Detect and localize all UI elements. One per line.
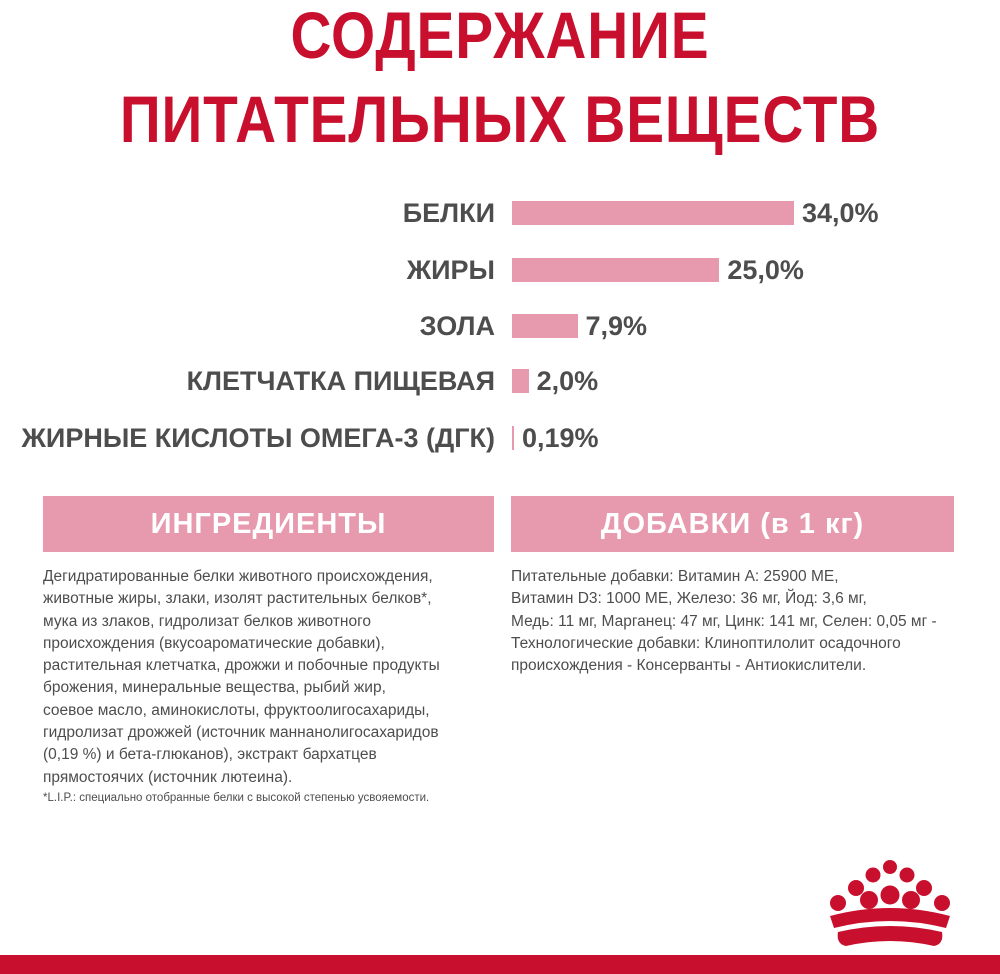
- crown-logo-icon: [820, 858, 960, 948]
- nutrient-value: 7,9%: [585, 311, 648, 341]
- ingredients-footnote: *L.I.P.: специально отобранные белки с высокой степенью усвояемости.: [43, 792, 430, 804]
- nutrient-label: БЕЛКИ: [402, 198, 495, 228]
- nutrient-value: 34,0%: [802, 198, 879, 228]
- additives-header: ДОБАВКИ (в 1 кг): [511, 496, 954, 552]
- title-line-2: ПИТАТЕЛЬНЫХ ВЕЩЕСТВ: [119, 82, 881, 156]
- title-line-1: СОДЕРЖАНИЕ: [290, 0, 710, 72]
- nutrient-label: КЛЕТЧАТКА ПИЩЕВАЯ: [186, 366, 495, 396]
- ingredients-text: Дегидратированные белки животного происхождения, животные жиры, злаки, изолят растительных белков*, мука из злаков, гидролизат белков животного происхождения (вкусоароматические добавки), растительная клетчатка, дрожжи и побочные продукты брожения, минеральные вещества, рыбий жир, соевое масло, аминокислоты, фруктоолигосахариды, гидролизат дрожжей (источник маннанолигосахаридов (0,19 %) и бета-глюканов), экстракт бархатцев прямостоячих (источник лютеина).: [43, 568, 440, 786]
- nutrient-bar: [512, 426, 514, 450]
- ingredients-header: ИНГРЕДИЕНТЫ: [43, 496, 494, 552]
- bottom-brand-bar: [0, 955, 1000, 974]
- nutrient-bar: [512, 258, 719, 282]
- nutrient-bar: [512, 314, 578, 338]
- nutrient-label: ЗОЛА: [419, 311, 495, 341]
- nutrient-value: 25,0%: [727, 255, 804, 285]
- nutrient-label: ЖИРНЫЕ КИСЛОТЫ ОМЕГА-3 (ДГК): [21, 423, 495, 453]
- nutrient-value: 2,0%: [536, 366, 599, 396]
- nutrient-label: ЖИРЫ: [406, 255, 495, 285]
- nutrient-bar: [512, 201, 794, 225]
- additives-text: Питательные добавки: Витамин А: 25900 МЕ, Витамин D3: 1000 МЕ, Железо: 36 мг, Йод: 3,6 мг, Медь: 11 мг, Марганец: 47 мг, Цинк: 141 мг, Селен: 0,05 мг - Технологические добавки: Клиноптилолит осадочного происхождения - Консерванты - Антиокислители.: [511, 568, 937, 675]
- nutrient-value: 0,19%: [522, 423, 599, 453]
- nutrient-bar: [512, 369, 529, 393]
